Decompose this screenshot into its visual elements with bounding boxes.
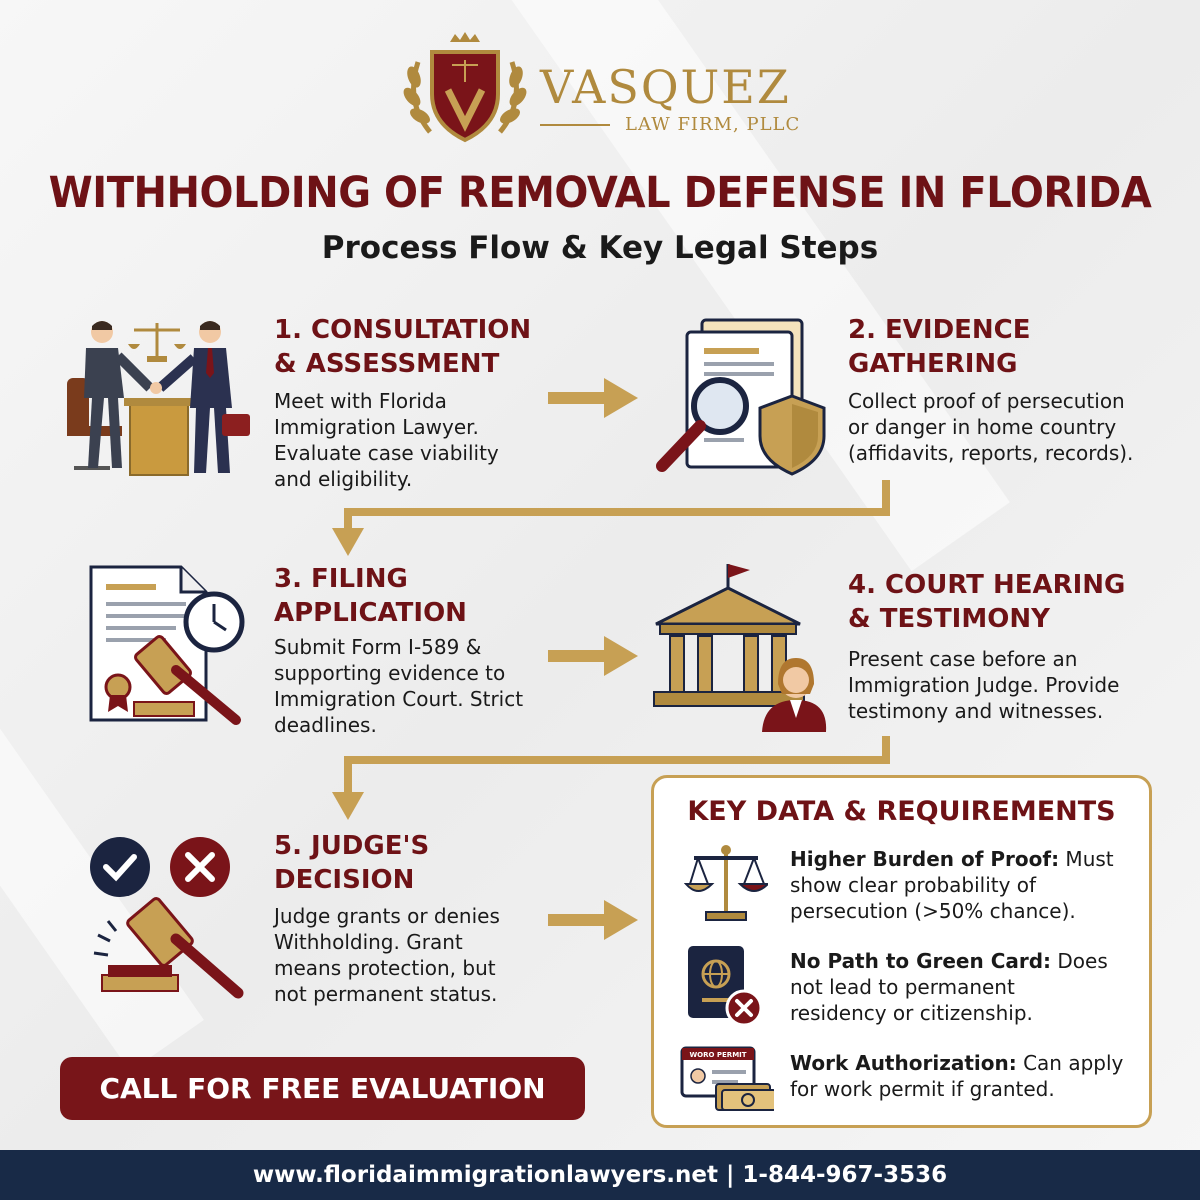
- page-subtitle: Process Flow & Key Legal Steps: [321, 230, 879, 266]
- logo-brand: VASQUEZ: [540, 60, 791, 114]
- step-2-title: 2. EVIDENCE GATHERING: [848, 315, 1031, 379]
- page-title: WITHHOLDING OF REMOVAL DEFENSE IN FLORIDA: [48, 168, 1152, 218]
- logo-divider: [540, 124, 610, 126]
- passport-icon: [684, 942, 768, 1028]
- step-5-description: Judge grants or denies Withholding. Grant means protection, but not permanent status.: [274, 904, 500, 1006]
- key-requirements-panel: [651, 775, 1152, 1128]
- handshake-icon: [62, 318, 252, 480]
- courthouse-icon: [650, 562, 828, 734]
- arrow-right-icon: [548, 898, 640, 942]
- key-item-burden-of-proof: Higher Burden of Proof: Must show clear probability of persecution (>50% chance).: [790, 847, 1114, 923]
- arrow-right-icon: [548, 376, 640, 420]
- document-magnifier-icon: [652, 318, 827, 478]
- key-item-work-authorization: Work Authorization: Can apply for work permit if granted.: [790, 1051, 1124, 1101]
- firm-logo[interactable]: [400, 32, 820, 147]
- laurel-crest-icon: [400, 32, 530, 147]
- step-4-title: 4. COURT HEARING & TESTIMONY: [848, 570, 1126, 634]
- permit-label: WORO PERMIT: [689, 1051, 747, 1059]
- scales-icon: [684, 840, 768, 924]
- key-panel-title: KEY DATA & REQUIREMENTS: [687, 796, 1116, 827]
- step-1-title: 1. CONSULTATION & ASSESSMENT: [274, 315, 532, 379]
- step-1-description: Meet with Florida Immigration Lawyer. Evaluate case viability and eligibility.: [274, 389, 499, 491]
- connector-arrow-icon: [328, 476, 898, 560]
- step-3-description: Submit Form I-589 & supporting evidence to Immigration Court. Strict deadlines.: [274, 635, 524, 737]
- step-3-title: 3. FILING APPLICATION: [274, 564, 467, 628]
- work-permit-icon: [680, 1046, 774, 1112]
- gavel-decision-icon: [88, 835, 248, 1005]
- free-evaluation-button[interactable]: CALL FOR FREE EVALUATION: [60, 1057, 585, 1120]
- step-2-description: Collect proof of persecution or danger in home country (affidavits, reports, records).: [848, 389, 1134, 465]
- step-5-title: 5. JUDGE'S DECISION: [274, 831, 430, 895]
- step-4-description: Present case before an Immigration Judge. Provide testimony and witnesses.: [848, 647, 1120, 723]
- arrow-right-icon: [548, 634, 640, 678]
- footer-contact[interactable]: www.floridaimmigrationlawyers.net | 1-844-967-3536: [0, 1150, 1200, 1200]
- form-gavel-icon: [86, 562, 251, 727]
- key-item-green-card: No Path to Green Card: Does not lead to permanent residency or citizenship.: [790, 949, 1108, 1025]
- logo-subtitle: LAW FIRM, PLLC: [625, 114, 801, 135]
